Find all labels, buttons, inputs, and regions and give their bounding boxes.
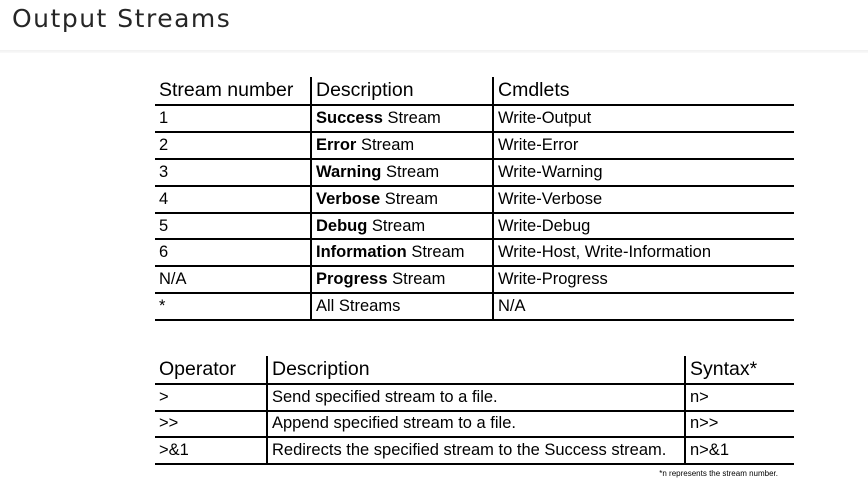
stream-description: Warning Stream [311,159,493,186]
stream-description: Error Stream [311,132,493,159]
operator-symbol: >&1 [155,437,267,464]
stream-number: 4 [155,186,311,213]
operator-symbol: > [155,384,267,411]
stream-cmdlets: N/A [493,293,794,320]
operator-description: Append specified stream to a file. [267,411,685,438]
stream-cmdlets: Write-Output [493,105,794,132]
stream-description: All Streams [311,293,493,320]
stream-number: * [155,293,311,320]
operator-symbol: >> [155,411,267,438]
table-row [155,159,794,186]
stream-cmdlets: Write-Warning [493,159,794,186]
operators-table [155,356,794,465]
table-row [155,239,794,266]
operator-description: Redirects the specified stream to the Success stream. [267,437,685,464]
stream-number: 2 [155,132,311,159]
column-header: Description [311,77,493,105]
title-divider [0,50,868,53]
stream-description: Verbose Stream [311,186,493,213]
table-row [155,105,794,132]
table-row [155,132,794,159]
stream-number: 3 [155,159,311,186]
column-header: Cmdlets [493,77,794,105]
stream-description: Information Stream [311,239,493,266]
table-row [155,437,794,464]
operator-syntax: n> [685,384,794,411]
column-header: Stream number [155,77,311,105]
column-header: Description [267,356,685,384]
operator-syntax: n>&1 [685,437,794,464]
page-title: Output Streams [12,4,232,33]
operator-syntax: n>> [685,411,794,438]
stream-description: Progress Stream [311,266,493,293]
table-row [155,293,794,320]
stream-number: 1 [155,105,311,132]
table-header-row [155,356,794,384]
stream-number: N/A [155,266,311,293]
table-row [155,411,794,438]
stream-number: 6 [155,239,311,266]
streams-table [155,77,794,321]
column-header: Syntax* [685,356,794,384]
table-row [155,384,794,411]
stream-description: Debug Stream [311,213,493,240]
stream-cmdlets: Write-Host, Write-Information [493,239,794,266]
table-row [155,186,794,213]
table-row [155,213,794,240]
footnote: *n represents the stream number. [659,469,778,478]
column-header: Operator [155,356,267,384]
stream-cmdlets: Write-Debug [493,213,794,240]
stream-cmdlets: Write-Verbose [493,186,794,213]
stream-number: 5 [155,213,311,240]
table-row [155,266,794,293]
stream-cmdlets: Write-Progress [493,266,794,293]
stream-cmdlets: Write-Error [493,132,794,159]
operator-description: Send specified stream to a file. [267,384,685,411]
stream-description: Success Stream [311,105,493,132]
table-header-row [155,77,794,105]
